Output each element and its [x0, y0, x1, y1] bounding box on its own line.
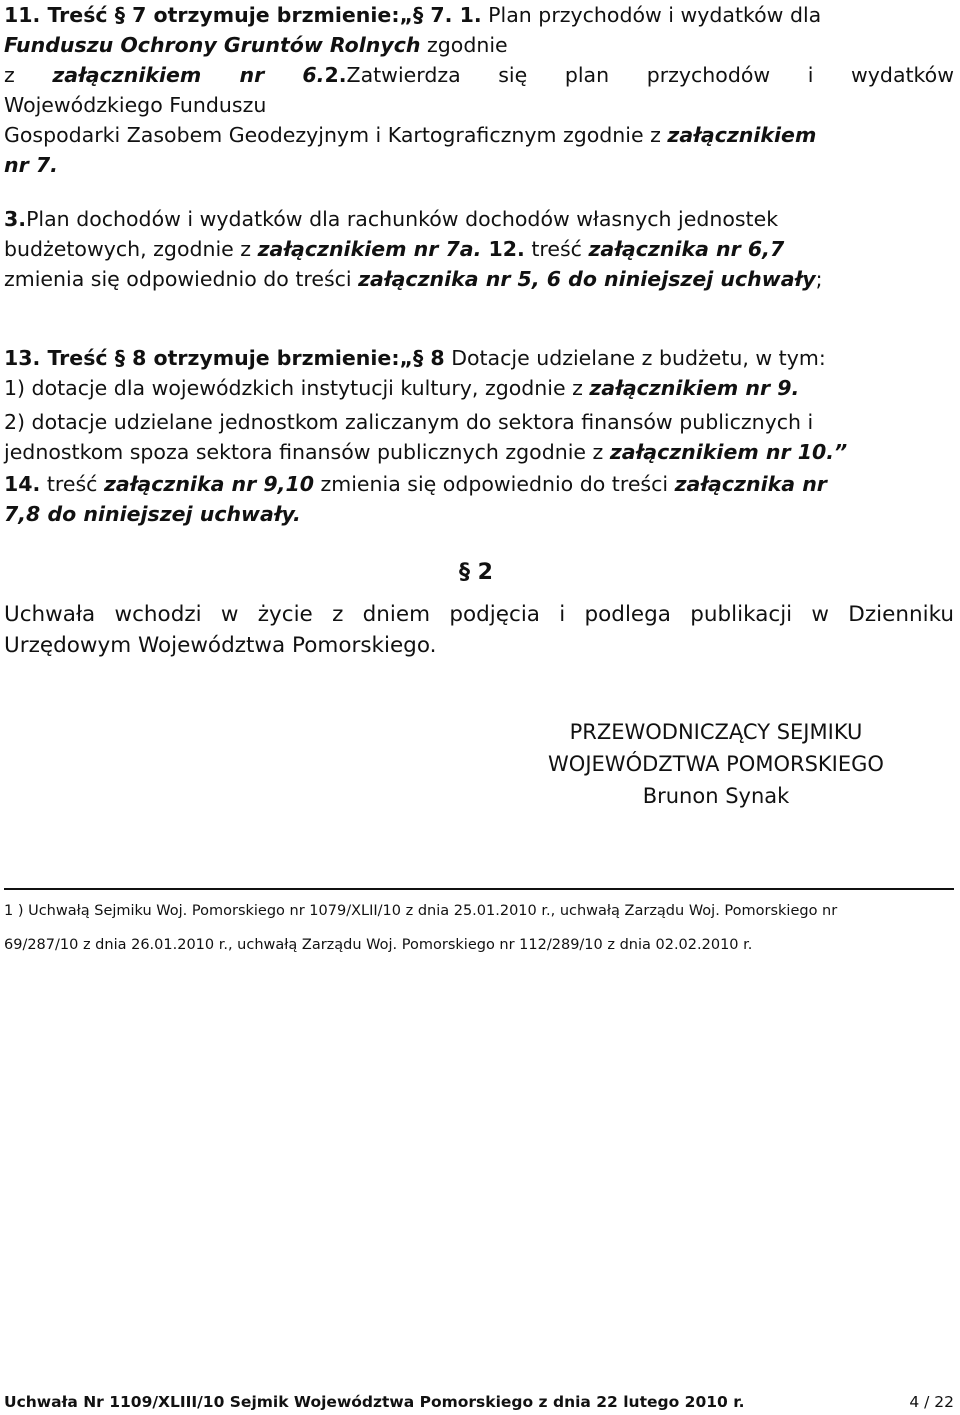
text-run: treść: [40, 472, 104, 496]
text-run: ”: [834, 440, 848, 464]
text-line: [4, 264, 823, 294]
section-mark: §: [413, 3, 424, 27]
text-line: [4, 373, 799, 403]
text-run: zmienia się odpowiednio do treści: [313, 472, 675, 496]
text-run: budżetowych, zgodnie z: [4, 237, 258, 261]
section-mark: §: [114, 346, 125, 370]
section-mark: §: [413, 346, 424, 370]
text-run: Wojewódzkiego Funduszu: [4, 93, 267, 117]
text-run: Plan dochodów i wydatków dla rachunków dochodów własnych jednostek: [26, 207, 779, 231]
text-line: [4, 204, 778, 234]
section-heading: [459, 560, 493, 585]
text-run: 7. 1.: [423, 3, 482, 27]
attachment-ref: załącznika nr 5, 6 do niniejszej uchwały: [358, 267, 816, 291]
text-line: [4, 90, 266, 120]
section-mark: §: [459, 560, 470, 585]
attachment-ref: załącznikiem nr 7a.: [257, 237, 482, 261]
text-run: 1) dotacje dla wojewódzkich instytucji kultury, zgodnie z: [4, 376, 590, 400]
item-number: 13. Treść: [4, 346, 115, 370]
text-run: Plan przychodów i wydatków dla: [481, 3, 822, 27]
attachment-ref: 7,8 do niniejszej uchwały.: [4, 502, 301, 526]
closing-line: Urzędowym Województwa Pomorskiego.: [4, 633, 437, 658]
footnote-divider: [4, 888, 954, 890]
attachment-ref: załącznika nr 6,7: [588, 237, 785, 261]
closing-line: Uchwała wchodzi w życie z dniem podjęcia i podlega publikacji w Dzienniku: [4, 602, 954, 627]
footnote-line: 69/287/10 z dnia 26.01.2010 r., uchwałą Zarządu Woj. Pomorskiego nr 112/289/10 z dnia 02.02.2010 r.: [4, 937, 753, 953]
text-run: Gospodarki Zasobem Geodezyjnym i Kartograficznym zgodnie z: [4, 123, 668, 147]
text-run: Zatwierdza się plan przychodów i wydatków: [346, 63, 954, 87]
item-number: 11. Treść: [4, 3, 115, 27]
text-line: [4, 150, 58, 180]
attachment-ref: załącznika nr 9,10: [103, 472, 314, 496]
text-run: zmienia się odpowiednio do treści: [4, 267, 359, 291]
attachment-ref: załącznikiem nr 10.: [609, 440, 835, 464]
section-mark: §: [114, 3, 125, 27]
text-line: [4, 343, 826, 373]
text-run: z: [4, 63, 53, 87]
text-line: [4, 437, 847, 467]
text-run: 2) dotacje udzielane jednostkom zaliczanym do sektora finansów publicznych i: [4, 410, 814, 434]
text-run: Dotacje udzielane z budżetu, w tym:: [444, 346, 826, 370]
page-number: 4 / 22: [909, 1393, 954, 1411]
signature-title: WOJEWÓDZTWA POMORSKIEGO: [548, 752, 884, 776]
signature-title: PRZEWODNICZĄCY SEJMIKU: [569, 720, 863, 744]
footnote-line: 1 ) Uchwałą Sejmiku Woj. Pomorskiego nr 1079/XLII/10 z dnia 25.01.2010 r., uchwałą Zarządu Woj. Pomorskiego nr: [4, 903, 838, 919]
text-line: [4, 0, 821, 30]
attachment-ref: załącznikiem: [667, 123, 817, 147]
signature-name: Brunon Synak: [642, 784, 790, 808]
text-run: jednostkom spoza sektora finansów publicznych zgodnie z: [4, 440, 610, 464]
text-run: 8 otrzymuje brzmienie:„: [124, 346, 414, 370]
attachment-ref: załącznikiem nr 9.: [589, 376, 800, 400]
text-line: [4, 469, 827, 499]
text-run: 8: [423, 346, 445, 370]
text-run: zgodnie: [420, 33, 508, 57]
text-run: ;: [815, 267, 823, 291]
text-run: treść: [524, 237, 589, 261]
item-number: 14.: [4, 472, 41, 496]
text-line: [4, 499, 301, 529]
text-line: [4, 30, 508, 60]
item-number: 3.: [4, 207, 27, 231]
text-line: [4, 407, 813, 437]
text-line: [4, 60, 954, 90]
text-run: Funduszu Ochrony Gruntów Rolnych: [4, 33, 421, 57]
attachment-ref: załącznika nr: [674, 472, 827, 496]
text-line: [4, 234, 784, 264]
text-run: 7 otrzymuje brzmienie:„: [124, 3, 414, 27]
item-number: 2.: [324, 63, 347, 87]
attachment-ref: nr 7.: [4, 153, 58, 177]
page-footer-title: Uchwała Nr 1109/XLIII/10 Sejmik Województwa Pomorskiego z dnia 22 lutego 2010 r.: [4, 1393, 745, 1411]
attachment-ref: załącznikiem nr 6.: [52, 63, 325, 87]
section-number: 2: [470, 560, 493, 585]
text-line: [4, 120, 816, 150]
item-number: 12.: [481, 237, 525, 261]
